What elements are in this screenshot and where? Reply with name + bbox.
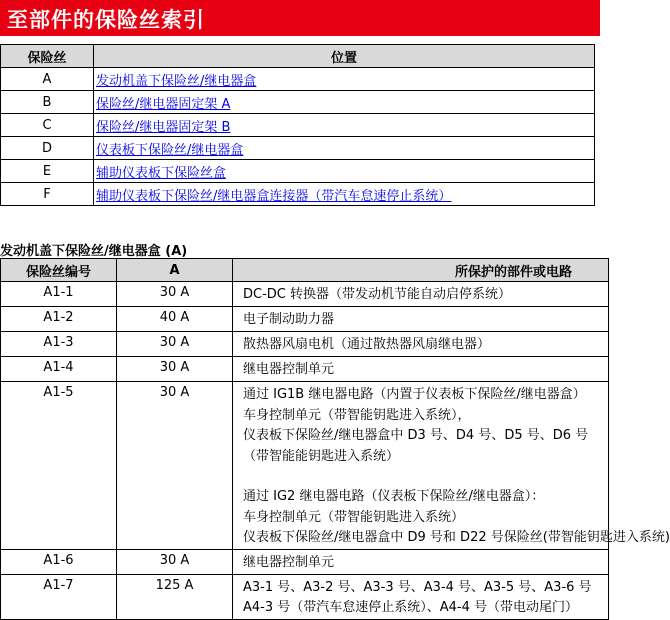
index-location-link[interactable]: 发动机盖下保险丝/继电器盒: [96, 73, 257, 89]
fuse-amperage: 40 A: [117, 307, 233, 332]
index-location-cell: [94, 137, 595, 160]
component-line: 继电器控制单元: [243, 554, 335, 570]
fuse-component: [233, 282, 609, 307]
index-location-link[interactable]: 辅助仪表板下保险丝盒: [96, 165, 227, 181]
fuse-component: [233, 549, 609, 574]
fuse-component: [233, 307, 609, 332]
fuse-amperage: 30 A: [117, 382, 233, 550]
component-line: 通过 IG2 继电器电路（仪表板下保险丝/继电器盒）：: [243, 489, 545, 504]
component-line: 仪表板下保险丝/继电器盒中 D3 号、D4 号、D5 号、D6 号: [243, 428, 589, 443]
fuse-amperage: 125 A: [117, 574, 233, 619]
fuse-header-amperage: A: [117, 259, 233, 282]
fuse-number: A1-2: [1, 307, 117, 332]
index-row: [1, 114, 595, 137]
index-location-cell: [94, 68, 595, 91]
fuse-number: A1-1: [1, 282, 117, 307]
component-line: 仪表板下保险丝/继电器盒中 D9 号和 D22 号保险丝(带智能钥匙进入系统): [243, 530, 670, 545]
component-line: DC-DC 转换器（带发动机节能自动启停系统）: [243, 287, 511, 302]
component-line: （带智能能钥匙进入系统）: [243, 448, 400, 464]
index-row: [1, 160, 595, 183]
fuse-index-table: [0, 44, 595, 206]
index-fuse-code: C: [1, 114, 94, 137]
fuse-row: [1, 307, 609, 332]
index-row: [1, 183, 595, 206]
fuse-row: [1, 282, 609, 307]
index-row: [1, 137, 595, 160]
index-location-cell: [94, 183, 595, 206]
fuse-row: [1, 382, 609, 550]
index-row: [1, 68, 595, 91]
fuse-component: [233, 382, 670, 550]
component-line: A4-3 号（带汽车怠速停止系统）、A4-4 号（带电动尾门）: [243, 600, 579, 615]
fuse-amperage: 30 A: [117, 357, 233, 382]
index-header-fuse: 保险丝: [1, 45, 94, 68]
fuse-component: [233, 332, 609, 357]
component-line: 散热器风扇电机（通过散热器风扇继电器）: [243, 337, 491, 352]
page-title: 至部件的保险丝索引: [7, 8, 205, 32]
component-line-gap: [243, 467, 608, 487]
index-fuse-code: B: [1, 91, 94, 114]
component-line: 电子制动助力器: [243, 312, 335, 327]
index-location-link[interactable]: 保险丝/继电器固定架 B: [96, 119, 231, 135]
index-fuse-code: E: [1, 160, 94, 183]
index-location-link[interactable]: 辅助仪表板下保险丝/继电器盒连接器（带汽车怠速停止系统）: [96, 188, 452, 204]
index-fuse-code: D: [1, 137, 94, 160]
component-line: 车身控制单元（带智能钥匙进入系统），: [243, 407, 471, 423]
component-line: 通过 IG1B 继电器电路（内置于仪表板下保险丝/继电器盒）: [243, 387, 586, 402]
fuse-row: [1, 332, 609, 357]
fuse-number: A1-3: [1, 332, 117, 357]
fuse-component: [233, 574, 609, 619]
fuse-number: A1-7: [1, 574, 117, 619]
section-title: 发动机盖下保险丝/继电器盒 (A): [0, 244, 188, 259]
fuse-row: [1, 357, 609, 382]
fuse-header-number: 保险丝编号: [1, 259, 117, 282]
index-header-row: [1, 45, 595, 68]
index-row: [1, 91, 595, 114]
component-line: 车身控制单元（带智能钥匙进入系统）: [243, 509, 465, 525]
fuse-amperage: 30 A: [117, 332, 233, 357]
fuse-number: A1-4: [1, 357, 117, 382]
index-location-link[interactable]: 仪表板下保险丝/继电器盒: [96, 142, 244, 158]
index-location-cell: [94, 91, 595, 114]
index-location-cell: [94, 114, 595, 137]
fuse-row: [1, 549, 609, 574]
fuse-header-component: 所保护的部件或电路: [233, 259, 609, 282]
index-fuse-code: A: [1, 68, 94, 91]
fuse-number: A1-5: [1, 382, 117, 550]
index-location-cell: [94, 160, 595, 183]
index-fuse-code: F: [1, 183, 94, 206]
fuse-header-row: [1, 259, 609, 282]
fuse-row: [1, 574, 609, 619]
title-bar: [0, 0, 600, 36]
component-line: A3-1 号、A3-2 号、A3-3 号、A3-4 号、A3-5 号、A3-6 号: [243, 579, 592, 595]
index-location-link[interactable]: 保险丝/继电器固定架 A: [96, 96, 231, 112]
fuse-number: A1-6: [1, 549, 117, 574]
component-line: 继电器控制单元: [243, 362, 335, 377]
fuse-component: [233, 357, 609, 382]
fuse-table: [0, 258, 670, 620]
fuse-amperage: 30 A: [117, 549, 233, 574]
index-header-location: 位置: [94, 45, 595, 68]
fuse-amperage: 30 A: [117, 282, 233, 307]
